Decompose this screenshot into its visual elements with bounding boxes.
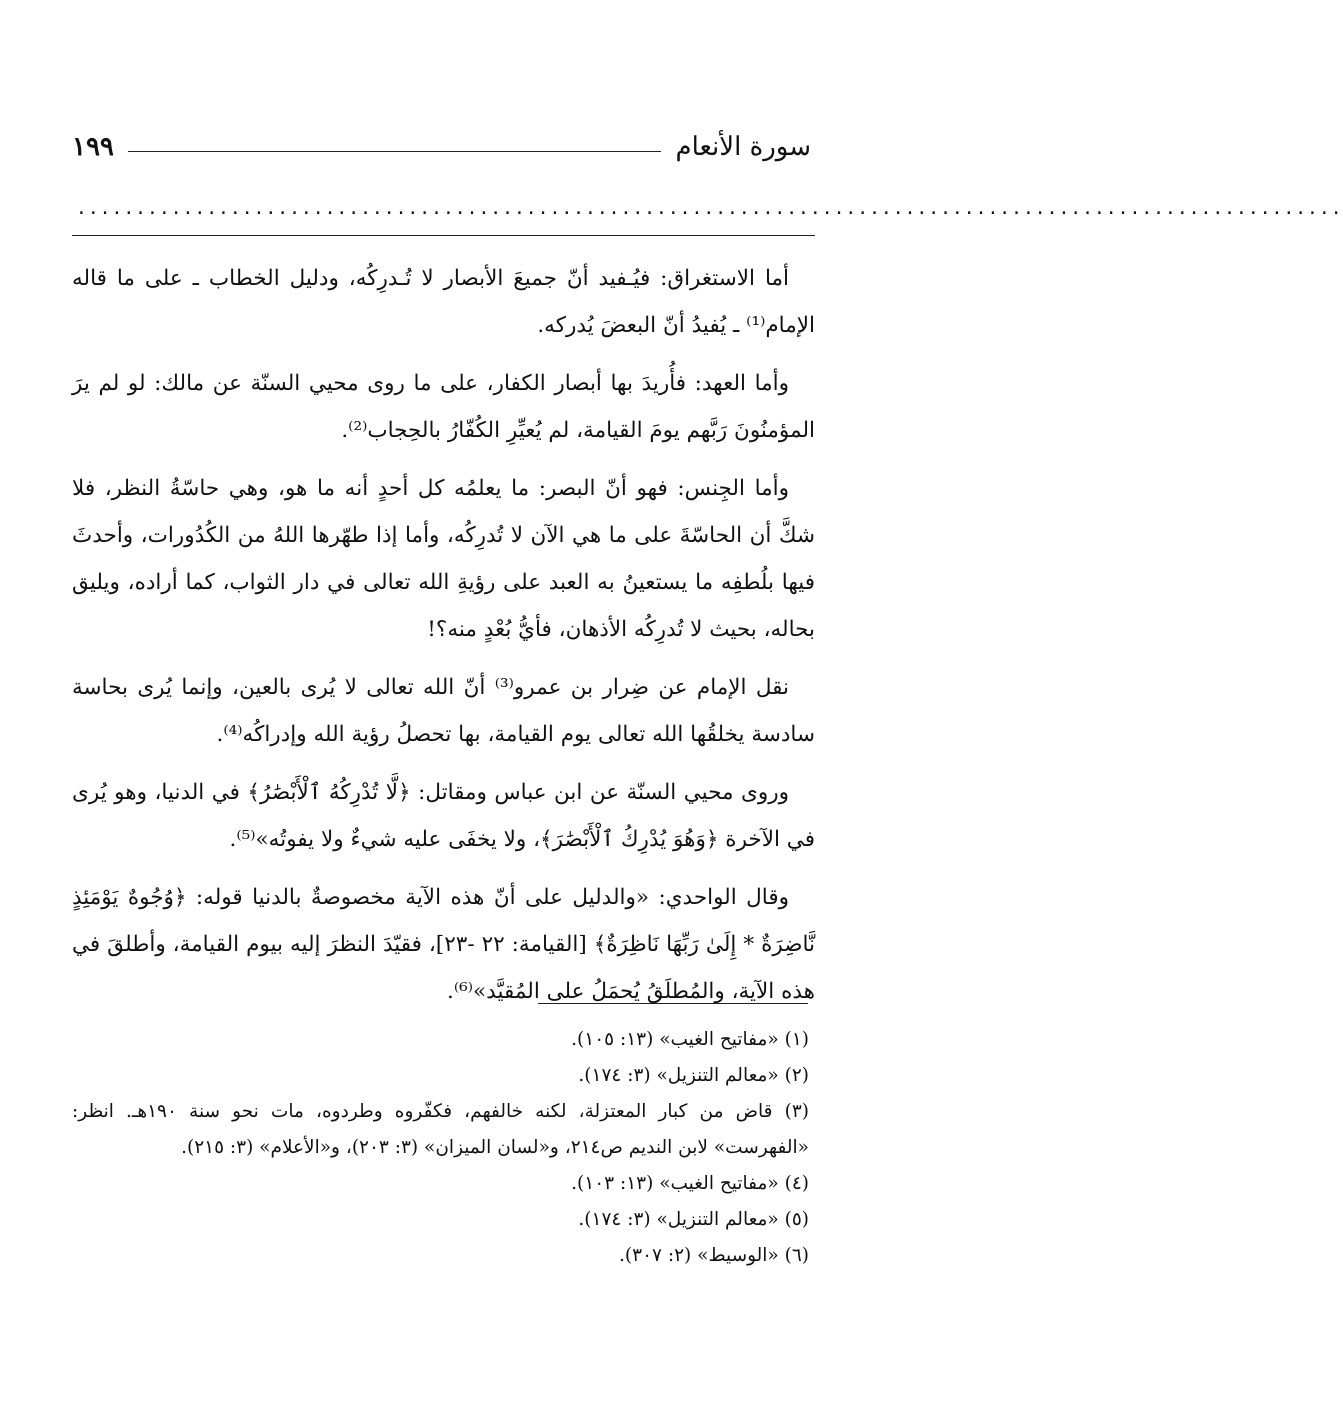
footnote-3: (٣) قاض من كبار المعتزلة، لكنه خالفهم، فكفّروه وطردوه، مات نحو سنة ١٩٠هـ. انظر: «الفهرست» لابن النديم ص٢١٤، و«لسان الميزان» (٣: ٢٠٣)، و«الأعلام» (٣: ٢١٥). — [72, 1101, 809, 1158]
footnote-rule — [538, 1003, 808, 1004]
footnote-6: (٦) «الوسيط» (٢: ٣٠٧). — [619, 1245, 809, 1266]
paragraph-jins: وأما الجِنس: فهو أنّ البصر: ما يعلمُه كل أحدٍ أنه ما هو، وهي حاسّةُ النظر، فلا شكَّ أن الحاسّةَ على ما هي الآن لا تُدرِكُه، وأما إذا طهّرها اللهُ من الكُدُورات، وأحدثَ فيها بلُطفِه ما يستعينُ به العبد على رؤيةِ الله تعالى في دار الثواب، كما أراده، ويليق بحاله، بحيث لا تُدرِكُه الأذهان، فأيُّ بُعْدٍ منه؟! — [72, 476, 815, 642]
page-number: ١٩٩ — [72, 132, 114, 162]
surah-title: سورة الأنعام — [675, 132, 811, 162]
top-rule — [72, 235, 815, 236]
paragraph-wahidi: وقال الواحدي: «والدليل على أنّ هذه الآية مخصوصةٌ بالدنيا قوله: ﴿وُجُوهٌ يَوْمَئِذٍ نَّاضِرَةٌ * إِلَىٰ رَبِّهَا نَاظِرَةٌ﴾ [القيامة: ٢٢ -٢٣]، فقيّدَ النظرَ إليه بيوم القيامة، وأطلقَ في هذه الآية، والمُطلَقُ يُحمَلُ على المُقيَّد»⁽⁶⁾. — [72, 885, 815, 1004]
footnote-5: (٥) «معالم التنزيل» (٣: ١٧٤). — [578, 1209, 809, 1230]
footnote-1: (١) «مفاتيح الغيب» (١٣: ١٠٥). — [571, 1029, 809, 1050]
paragraph-dirar: نقل الإمام عن ضِرار بن عمرو⁽³⁾ أنّ الله تعالى لا يُرى بالعين، وإنما يُرى بحاسة سادسة يخلقُها الله تعالى يوم القيامة، بها تحصلُ رؤية الله وإدراكُه⁽⁴⁾. — [72, 675, 815, 747]
paragraph-ibn-abbas: وروى محيي السنّة عن ابن عباس ومقاتل: ﴿لَّا تُدْرِكُهُ ٱلْأَبْصَٰرُ﴾ في الدنيا، وهو يُرى في الآخرة ﴿وَهُوَ يُدْرِكُ ٱلْأَبْصَٰرَ﴾، ولا يخفَى عليه شيءٌ ولا يفوتُه»⁽⁵⁾. — [72, 780, 815, 852]
paragraph-istighraq: أما الاستغراق: فيُـفيد أنّ جميعَ الأبصار لا تُـدرِكُه، ودليل الخطاب ـ على ما قاله الإمام⁽¹⁾ ـ يُفيدُ أنّ البعضَ يُدركه. — [72, 266, 815, 338]
page-header — [72, 122, 811, 172]
footnotes — [72, 1022, 809, 1274]
dotted-separator: ........................................................................................................... — [76, 198, 1343, 219]
footnote-4: (٤) «مفاتيح الغيب» (١٣: ١٠٣). — [571, 1173, 809, 1194]
paragraph-ahd: وأما العهد: فأُريدَ بها أبصار الكفار، على ما روى محيي السنّة عن مالك: لو لم يرَ المؤمنُونَ رَبَّهم يومَ القيامة، لم يُعيِّرِ الكُفّارُ بالحِجاب⁽²⁾. — [72, 371, 815, 443]
header-rule — [128, 151, 662, 152]
footnote-2: (٢) «معالم التنزيل» (٣: ١٧٤). — [578, 1065, 809, 1086]
main-text — [72, 255, 815, 1026]
